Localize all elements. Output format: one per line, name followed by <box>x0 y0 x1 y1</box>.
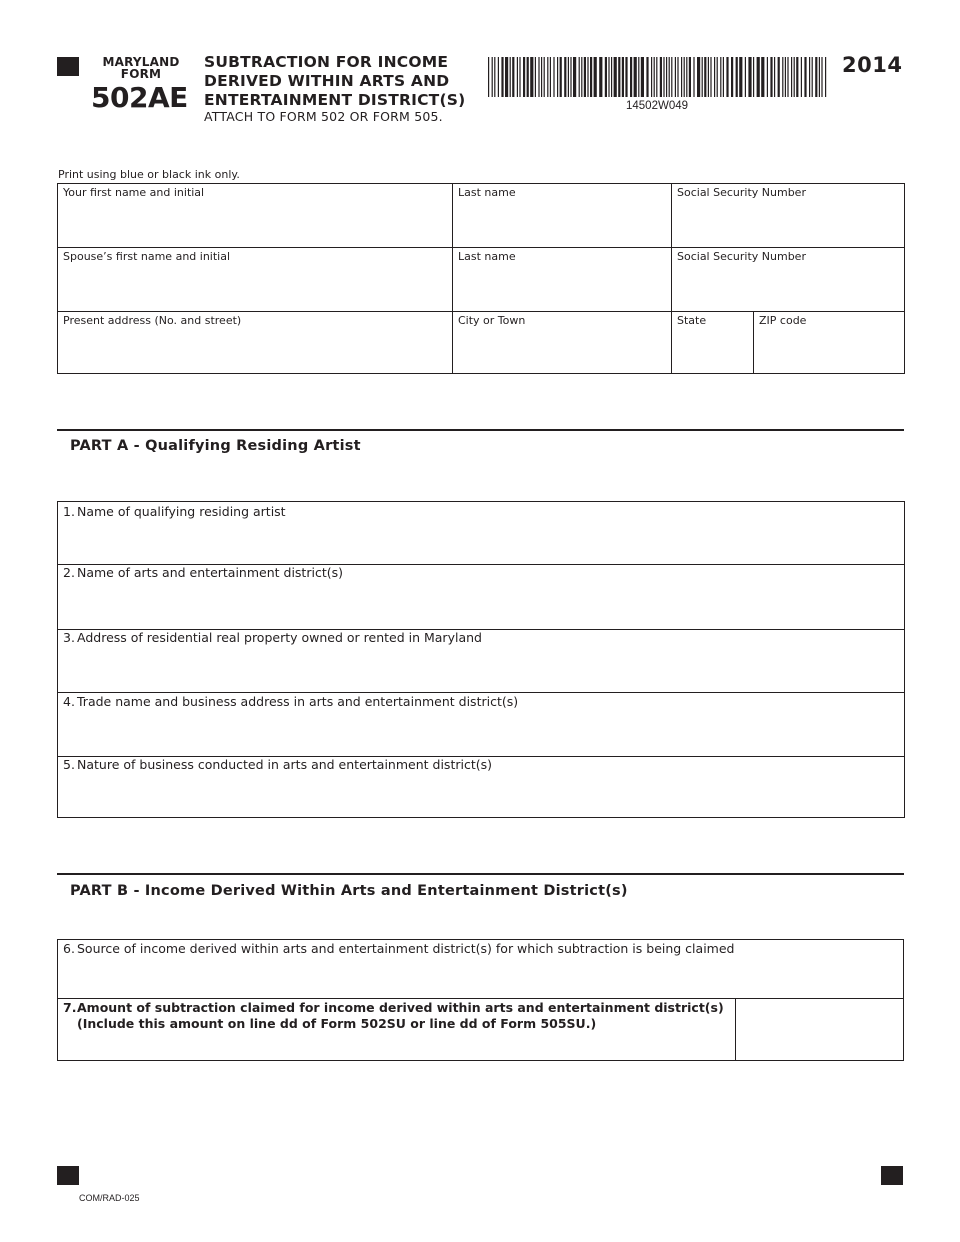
part-b-title: PART B - Income Derived Within Arts and Entertainment District(s) <box>70 883 628 899</box>
address-label: Present address (No. and street) <box>63 314 242 327</box>
registration-mark-bottom-right <box>881 1166 903 1185</box>
form-number: 502AE <box>91 81 188 114</box>
registration-mark-top-left <box>57 57 79 76</box>
zip-field[interactable] <box>754 312 904 373</box>
registration-mark-bottom-left <box>57 1166 79 1185</box>
state-name: MARYLAND <box>102 55 180 69</box>
ssn-field[interactable] <box>672 184 904 248</box>
city-field[interactable] <box>453 312 672 373</box>
line-7-amount-field[interactable] <box>736 999 903 1060</box>
tax-year: 2014 <box>842 53 903 77</box>
part-b-table <box>57 939 904 1061</box>
part-b-rule <box>57 873 904 875</box>
state-field[interactable] <box>672 312 754 373</box>
part-a-table <box>57 501 905 818</box>
address-field[interactable] <box>58 312 453 373</box>
state-label-field: State <box>677 314 707 327</box>
attach-instruction: ATTACH TO FORM 502 OR FORM 505. <box>204 109 443 124</box>
line-7-label: 7.Amount of subtraction claimed for income derived within arts and entertainment district(s) (Include this amount on line dd of Form 502SU or line dd of Form 505SU.) <box>63 1000 724 1031</box>
ink-instruction: Print using blue or black ink only. <box>58 168 240 181</box>
city-label: City or Town <box>458 314 526 327</box>
ssn-label: Social Security Number <box>677 186 806 199</box>
first-name-field[interactable] <box>58 184 453 248</box>
part-a-divider-3 <box>58 692 904 693</box>
spouse-last-name-label: Last name <box>458 250 516 263</box>
form-code: COM/RAD-025 <box>79 1193 140 1203</box>
title-line-1: SUBTRACTION FOR INCOME <box>204 53 449 71</box>
last-name-field[interactable] <box>453 184 672 248</box>
taxpayer-info-grid <box>57 183 905 374</box>
spouse-first-name-field[interactable] <box>58 248 453 312</box>
line-3-label[interactable]: 3. Address of residential real property owned or rented in Maryland <box>63 630 482 645</box>
line-4-label[interactable]: 4. Trade name and business address in arts and entertainment district(s) <box>63 694 519 709</box>
state-label <box>96 56 186 80</box>
form-title <box>204 53 465 110</box>
last-name-label: Last name <box>458 186 516 199</box>
part-a-title: PART A - Qualifying Residing Artist <box>70 438 361 454</box>
line-2-label[interactable]: 2. Name of arts and entertainment district(s) <box>63 565 343 580</box>
line-5-label[interactable]: 5. Nature of business conducted in arts and entertainment district(s) <box>63 757 492 772</box>
line-7-note: (Include this amount on line dd of Form 502SU or line dd of Form 505SU.) <box>77 1016 597 1031</box>
line-6-label[interactable]: 6. Source of income derived within arts and entertainment district(s) for which subtraction is being claimed <box>63 941 735 956</box>
barcode <box>488 57 828 97</box>
title-line-2: DERIVED WITHIN ARTS AND <box>204 72 450 90</box>
title-line-3: ENTERTAINMENT DISTRICT(S) <box>204 91 466 109</box>
spouse-first-name-label: Spouse’s first name and initial <box>63 250 231 263</box>
line-1-label[interactable]: 1. Name of qualifying residing artist <box>63 504 286 519</box>
part-a-rule <box>57 429 904 431</box>
first-name-label: Your first name and initial <box>63 186 205 199</box>
barcode-number: 14502W049 <box>626 100 689 112</box>
spouse-ssn-field[interactable] <box>672 248 904 312</box>
spouse-ssn-label: Social Security Number <box>677 250 806 263</box>
zip-label: ZIP code <box>759 314 807 327</box>
spouse-last-name-field[interactable] <box>453 248 672 312</box>
form-word: FORM <box>120 67 162 81</box>
